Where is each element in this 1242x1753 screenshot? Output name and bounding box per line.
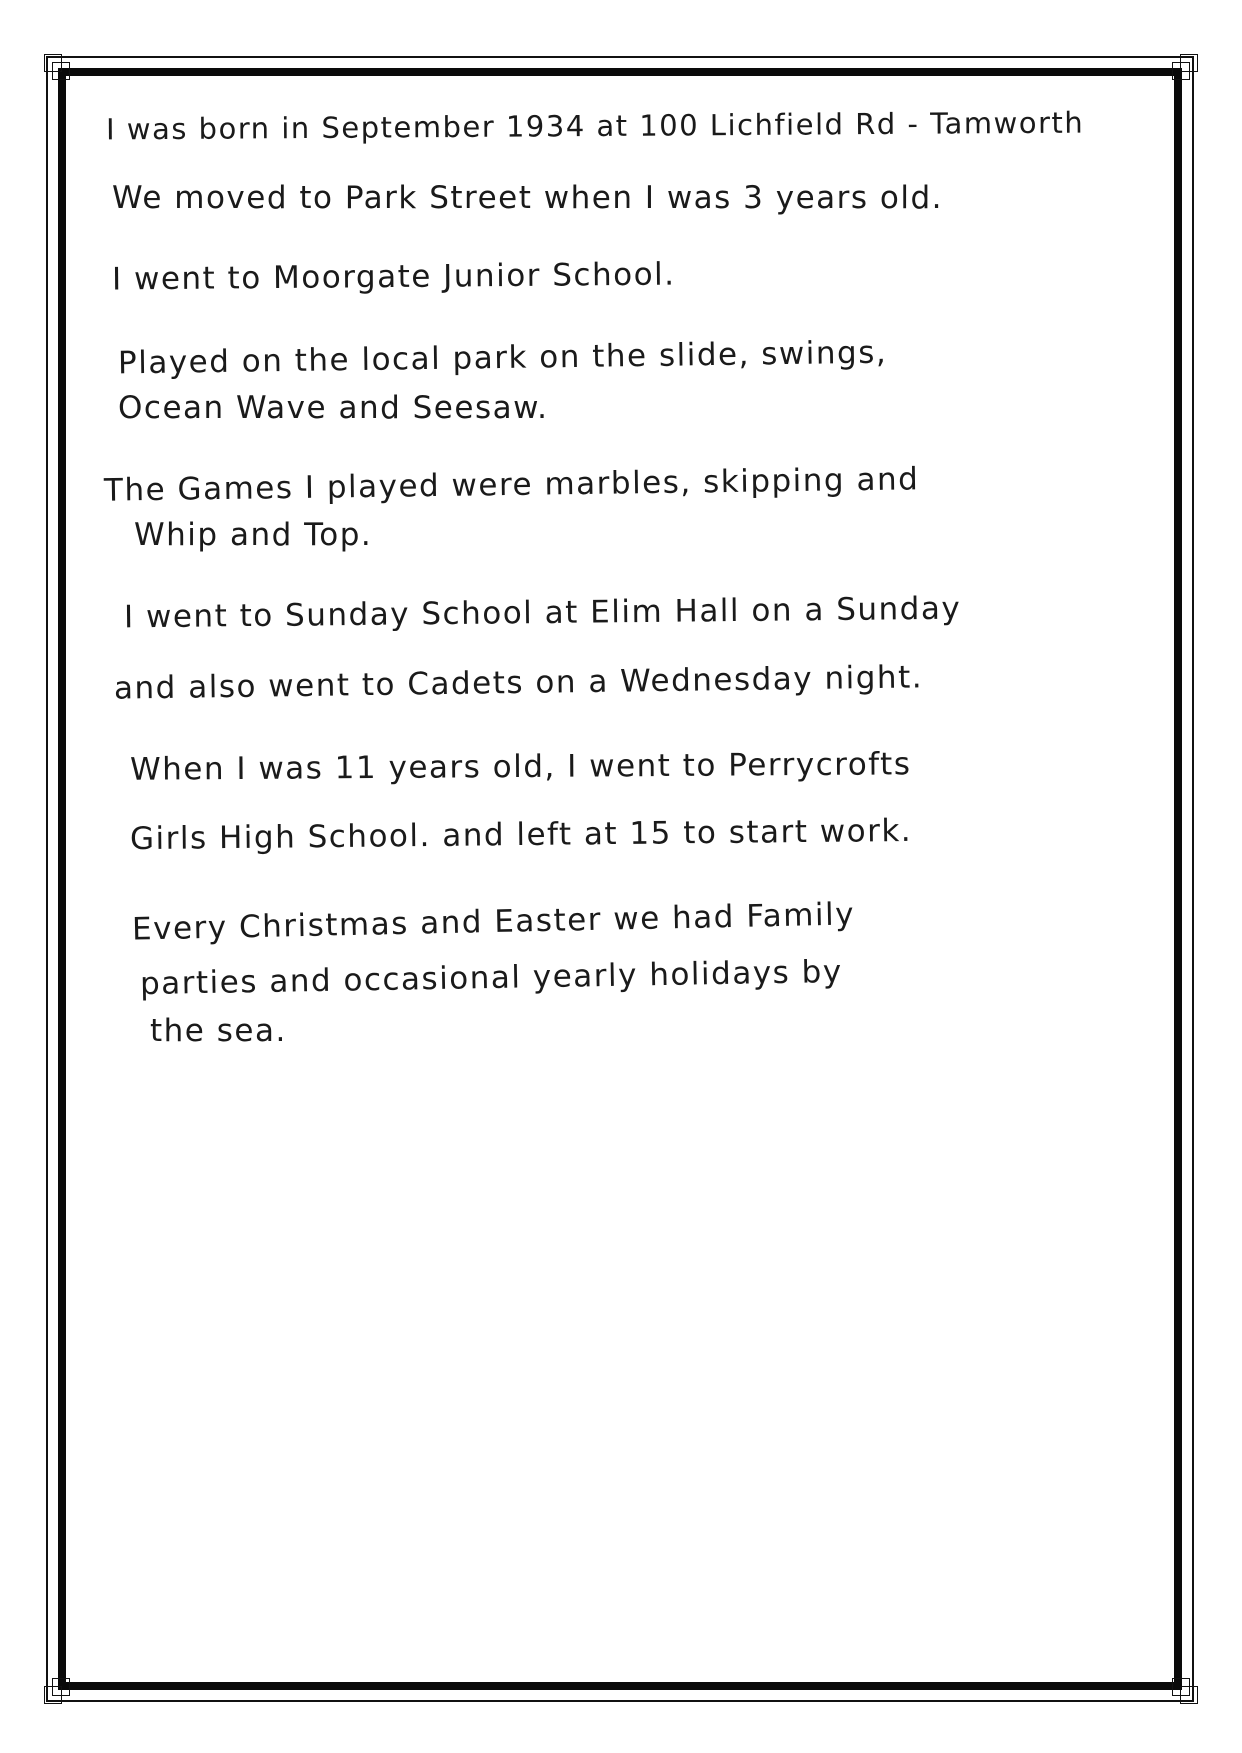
text-line: The Games I played were marbles, skipping and xyxy=(103,461,920,509)
text-line: I went to Sunday School at Elim Hall on a Sunday xyxy=(123,590,962,636)
text-line: When I was 11 years old, I went to Perrycrofts xyxy=(129,746,912,788)
text-line: the sea. xyxy=(150,1013,287,1049)
text-line: Played on the local park on the slide, swings, xyxy=(117,334,888,382)
text-line: Every Christmas and Easter we had Family xyxy=(131,896,856,948)
text-line: Girls High School. and left at 15 to start work. xyxy=(129,812,913,858)
text-line: parties and occasional yearly holidays by xyxy=(139,953,843,1003)
text-line: and also went to Cadets on a Wednesday night. xyxy=(113,659,924,707)
text-line: We moved to Park Street when I was 3 years old. xyxy=(112,180,944,216)
text-line: I went to Moorgate Junior School. xyxy=(111,256,676,298)
text-line: Whip and Top. xyxy=(134,517,373,553)
text-line: Ocean Wave and Seesaw. xyxy=(118,390,549,426)
text-line: I was born in September 1934 at 100 Lichfield Rd - Tamworth xyxy=(105,105,1085,147)
